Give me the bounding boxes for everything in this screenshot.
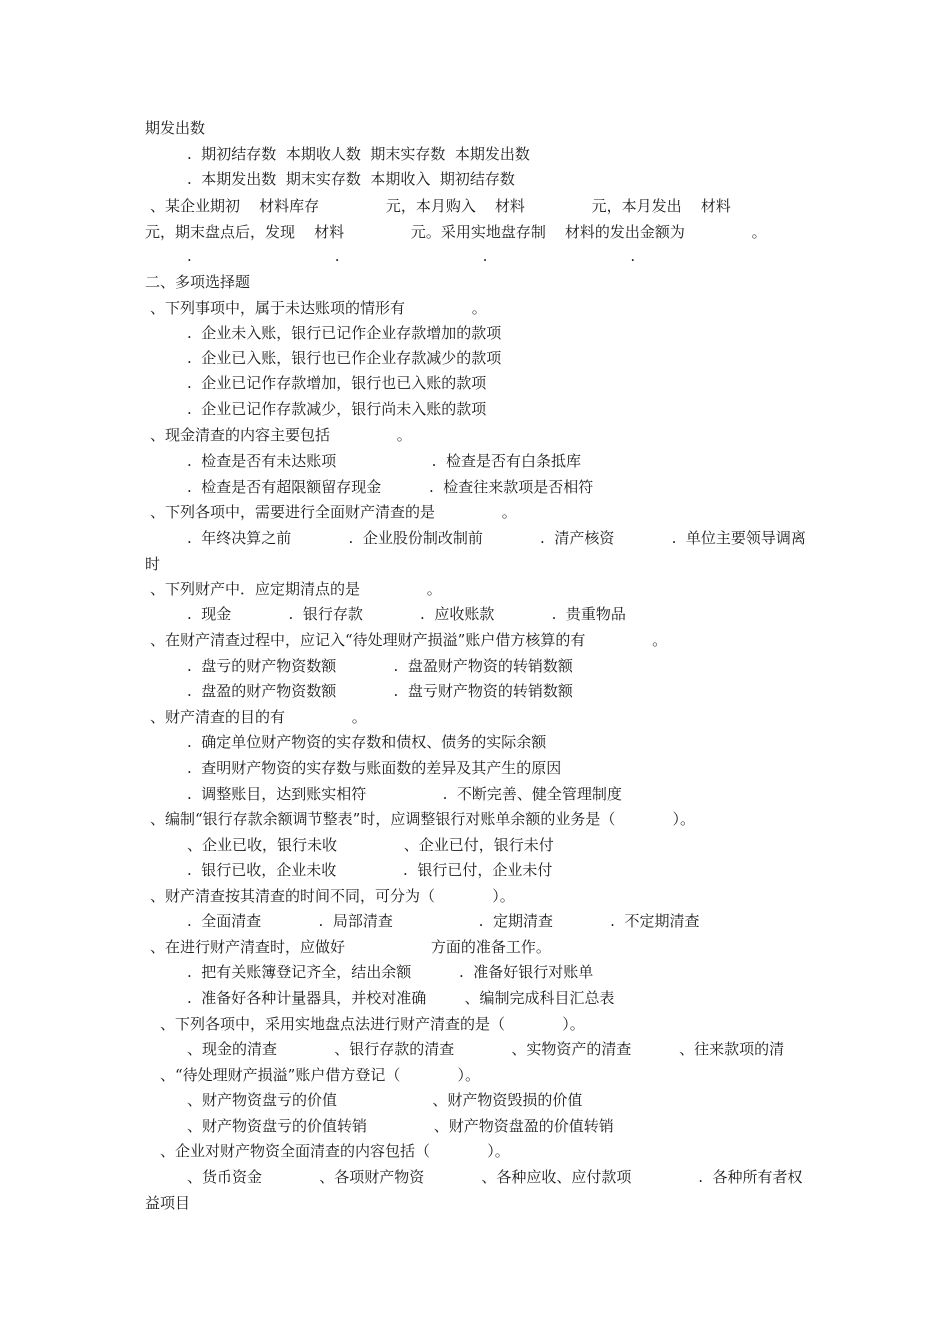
question-line: 、“待处理财产损溢”账户借方登记（ ）。: [160, 1066, 481, 1084]
option-line: . 准备好各种计量器具，并校对准确 、编制完成科目汇总表: [187, 989, 615, 1007]
option-line: . 企业已记作存款增加，银行也已入账的款项: [187, 374, 487, 392]
question-line: 、某企业期初 材料库存 元，本月购入 材料 元，本月发出 材料: [150, 197, 731, 215]
text-line: 期发出数: [145, 119, 206, 137]
option-line: 、现金的清查 、银行存款的清查 、实物资产的清查 、往来款项的清: [187, 1040, 785, 1058]
option-line: . 确定单位财产物资的实存数和债权、债务的实际余额: [187, 733, 547, 751]
option-line: . 银行已收，企业未收 . 银行已付，企业未付: [187, 861, 553, 879]
option-line: . 企业未入账，银行已记作企业存款增加的款项: [187, 324, 502, 342]
question-line: 、下列事项中，属于未达账项的情形有 。: [150, 299, 487, 317]
question-line: 、编制“银行存款余额调节整表”时，应调整银行对账单余额的业务是（ ）。: [150, 810, 696, 828]
option-line: 、货币资金 、各项财产物资 、各种应收、应付款项 . 各种所有者权: [187, 1168, 803, 1186]
option-line: . 全面清查 . 局部清查 . 定期清查 . 不定期清查: [187, 912, 700, 930]
option-line: . 现金 . 银行存款 . 应收账款 . 贵重物品: [187, 605, 626, 623]
option-line: . 期初结存数 本期收人数 期末实存数 本期发出数: [187, 145, 530, 163]
option-line: . 检查是否有未达账项 . 检查是否有白条抵库: [187, 452, 581, 470]
option-line: . 企业已记作存款减少，银行尚未入账的款项: [187, 400, 487, 418]
question-line: 、在财产清查过程中，应记入“待处理财产损溢”账户借方核算的有 。: [150, 631, 668, 649]
question-line: 、现金清查的内容主要包括 。: [150, 426, 412, 444]
option-line: . 调整账目，达到账实相符 . 不断完善、健全管理制度: [187, 785, 622, 803]
text-line: 益项目: [145, 1194, 191, 1212]
option-line: . 年终决算之前 . 企业股份制改制前 . 清产核资 . 单位主要领导调离: [187, 529, 806, 547]
question-line: 、下列财产中．应定期清点的是 。: [150, 580, 442, 598]
option-line: . 企业已入账，银行也已作企业存款减少的款项: [187, 349, 502, 367]
option-line: . 把有关账簿登记齐全，结出余额 . 准备好银行对账单: [187, 963, 594, 981]
question-line: 、财产清查的目的有 。: [150, 708, 367, 726]
text-line: 时: [145, 555, 161, 573]
text-line: 元，期末盘点后，发现 材料 元。采用实地盘存制 材料的发出金额为 。: [145, 223, 767, 241]
option-line: . 本期发出数 期末实存数 本期收入 期初结存数: [187, 170, 515, 188]
option-line: 、企业已收，银行未收 、企业已付，银行未付: [187, 836, 554, 854]
question-line: 、下列各项中，采用实地盘点法进行财产清查的是（ ）。: [160, 1015, 585, 1033]
question-line: 、财产清查按其清查的时间不同，可分为（ ）。: [150, 887, 515, 905]
option-line: . 检查是否有超限额留存现金 . 检查往来款项是否相符: [187, 478, 594, 496]
option-line: 、财产物资盘亏的价值 、财产物资毁损的价值: [187, 1091, 583, 1109]
question-line: 、下列各项中，需要进行全面财产清查的是 。: [150, 503, 517, 521]
option-line: . 盘盈的财产物资数额 . 盘亏财产物资的转销数额: [187, 682, 573, 700]
option-line: 、财产物资盘亏的价值转销 、财产物资盘盈的价值转销: [187, 1117, 614, 1135]
question-line: 、企业对财产物资全面清查的内容包括（ ）。: [160, 1142, 510, 1160]
option-line: . 查明财产物资的实存数与账面数的差异及其产生的原因: [187, 759, 562, 777]
section-heading: 二、多项选择题: [145, 273, 251, 291]
option-line: . . . .: [187, 247, 636, 265]
question-line: 、在进行财产清查时，应做好 方面的准备工作。: [150, 938, 551, 956]
option-line: . 盘亏的财产物资数额 . 盘盈财产物资的转销数额: [187, 657, 573, 675]
